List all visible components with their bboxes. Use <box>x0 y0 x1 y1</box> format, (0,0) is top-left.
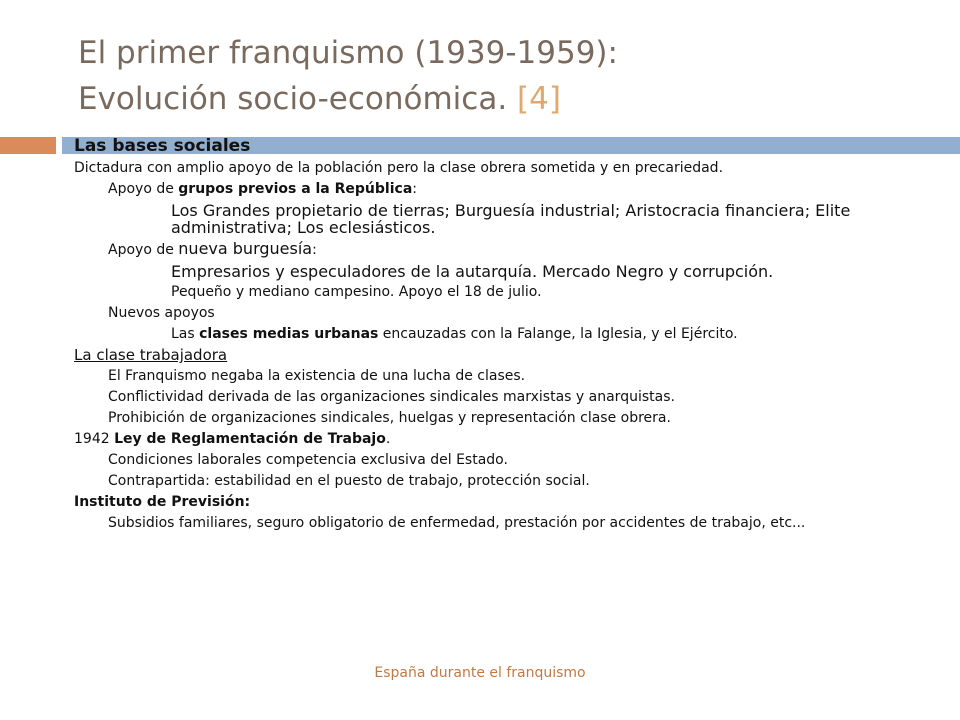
slide-title <box>78 30 938 122</box>
nueva-item-2: Pequeño y mediano campesino. Apoyo el 18 de julio. <box>171 284 542 300</box>
ley-line <box>74 431 924 448</box>
apoyo-previos-prefix: Apoyo de <box>108 181 179 197</box>
previos-list: Los Grandes propietario de tierras; Burguesía industrial; Aristocracia financiera; Elite administrativa; Los eclesiásticos. <box>171 201 851 237</box>
title-line-2 <box>78 76 938 122</box>
apoyo-nueva-prefix: Apoyo de <box>108 242 179 258</box>
nueva-item-1: Empresarios y especuladores de la autarquía. Mercado Negro y corrupción. <box>171 262 774 281</box>
trabajadora-item-1: El Franquismo negaba la existencia de una lucha de clases. <box>108 368 526 384</box>
nuevos-apoyos-label: Nuevos apoyos <box>108 305 215 321</box>
instituto-heading <box>74 494 924 511</box>
instituto-item: Subsidios familiares, seguro obligatorio de enfermedad, prestación por accidentes de trabajo, etc... <box>108 515 806 531</box>
title-line-2-text: Evolución socio-económica. <box>78 81 508 117</box>
trabajadora-item-3: Prohibición de organizaciones sindicales, huelgas y representación clase obrera. <box>108 410 671 426</box>
title-line-1: El primer franquismo (1939-1959): <box>78 35 618 71</box>
ley-suffix: . <box>385 431 391 447</box>
intro-text: Dictadura con amplio apoyo de la población pero la clase obrera sometida y en precariedad. <box>74 160 724 176</box>
slide-footer: España durante el franquismo <box>374 665 586 681</box>
apoyo-nueva-line <box>74 240 924 259</box>
ley-item-2: Contrapartida: estabilidad en el puesto de trabajo, protección social. <box>108 473 590 489</box>
apoyo-previos-line <box>74 181 924 198</box>
ley-year: 1942 <box>74 431 115 447</box>
apoyo-nueva-bold: nueva burguesía <box>178 239 313 258</box>
nuevos-prefix: Las <box>171 326 200 342</box>
slide-body <box>74 160 924 532</box>
instituto-heading-text: Instituto de Previsión: <box>74 494 251 510</box>
section-heading-bases-sociales: Las bases sociales <box>74 136 251 156</box>
apoyo-nueva-suffix: : <box>312 242 317 258</box>
ley-item-1: Condiciones laborales competencia exclusiva del Estado. <box>108 452 508 468</box>
nuevos-apoyos-item <box>74 326 924 343</box>
section-heading-clase-trabajadora: La clase trabajadora <box>74 346 228 364</box>
trabajadora-item-2: Conflictividad derivada de las organizaciones sindicales marxistas y anarquistas. <box>108 389 675 405</box>
accent-bar-orange <box>0 137 56 154</box>
nuevos-suffix: encauzadas con la Falange, la Iglesia, y el Ejército. <box>378 326 738 342</box>
apoyo-previos-suffix: : <box>412 181 417 197</box>
apoyo-previos-bold: grupos previos a la República <box>178 181 413 197</box>
nuevos-bold: clases medias urbanas <box>199 326 379 342</box>
ley-name: Ley de Reglamentación de Trabajo <box>114 431 386 447</box>
title-reference: [4] <box>517 81 561 117</box>
